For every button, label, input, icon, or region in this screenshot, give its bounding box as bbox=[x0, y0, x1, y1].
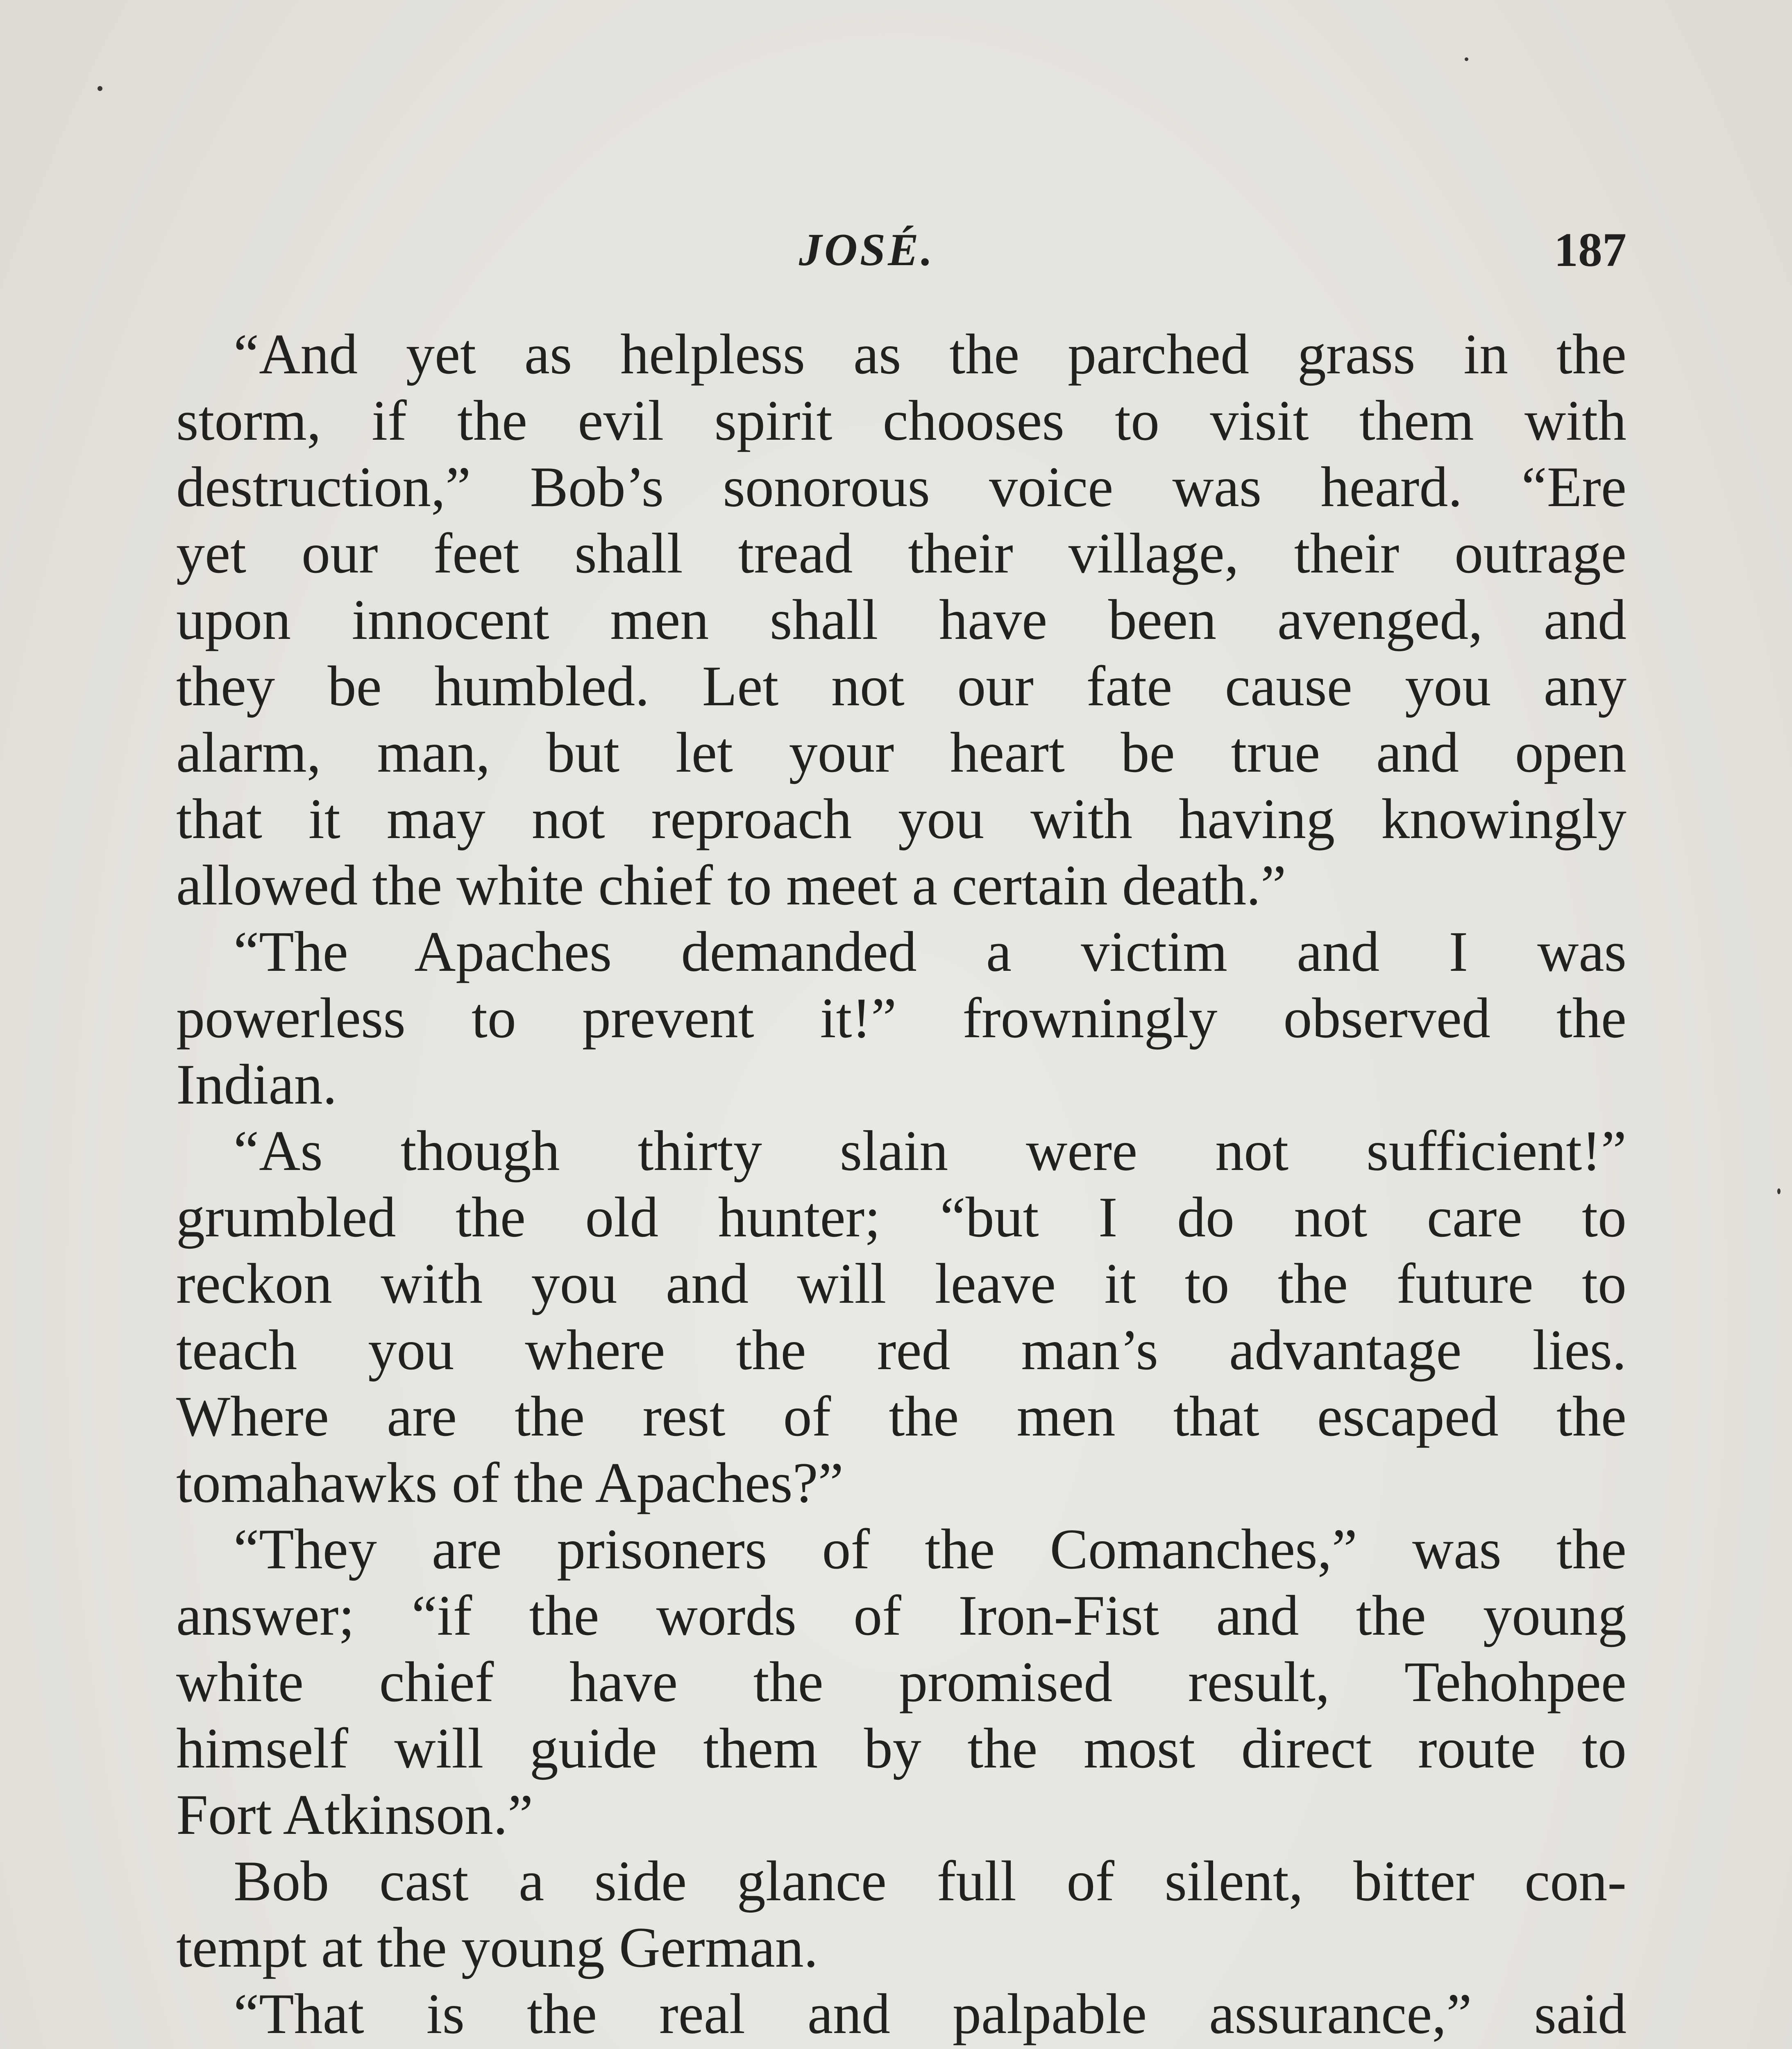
text-line: destruction,” Bob’s sonorous voice was heard. “Ere bbox=[176, 455, 1626, 519]
text-line: storm, if the evil spirit chooses to visit them with bbox=[176, 389, 1626, 452]
text-line: yet our feet shall tread their village, their outrage bbox=[176, 522, 1626, 585]
text-line: reckon with you and will leave it to the future to bbox=[176, 1252, 1626, 1315]
text-line: “And yet as helpless as the parched grass in the bbox=[234, 323, 1626, 386]
text-line bbox=[176, 2047, 1626, 2049]
text-line: himself will guide them by the most direct route to bbox=[176, 1717, 1626, 1780]
text-line: powerless to prevent it!” frowningly observed the bbox=[176, 986, 1626, 1050]
page-number: 187 bbox=[1554, 223, 1626, 277]
text-line: alarm, man, but let your heart be true and open bbox=[176, 721, 1626, 784]
running-title: JOSÉ. bbox=[799, 225, 935, 275]
text-line: teach you where the red man’s advantage lies. bbox=[176, 1318, 1626, 1382]
text-line: allowed the white chief to meet a certain death.” bbox=[176, 854, 1286, 917]
text-line: Where are the rest of the men that escaped the bbox=[176, 1385, 1626, 1448]
body-text bbox=[176, 321, 1626, 2049]
text-line: tempt at the young German. bbox=[176, 1916, 818, 1979]
text-line: they be humbled. Let not our fate cause you any bbox=[176, 654, 1626, 718]
text-line: answer; “if the words of Iron-Fist and the young bbox=[176, 1584, 1626, 1647]
text-line: Indian. bbox=[176, 1053, 337, 1116]
text-line: “The Apaches demanded a victim and I was bbox=[234, 920, 1626, 984]
text-line: Fort Atkinson.” bbox=[176, 1783, 533, 1847]
ink-speck bbox=[98, 86, 102, 91]
text-line: that it may not reproach you with having knowingly bbox=[176, 787, 1626, 851]
text-line: white chief have the promised result, Tehohpee bbox=[176, 1650, 1626, 1714]
text-line: “They are prisoners of the Comanches,” was the bbox=[234, 1517, 1626, 1581]
text-line: Bob cast a side glance full of silent, bitter con- bbox=[234, 1849, 1626, 1913]
text-line: “That is the real and palpable assurance,” said bbox=[234, 1982, 1626, 2046]
text-line: “As though thirty slain were not sufficient!” bbox=[234, 1119, 1626, 1183]
text-line: upon innocent men shall have been avenged, and bbox=[176, 588, 1626, 652]
ink-speck bbox=[1777, 1188, 1781, 1194]
text-line: tomahawks of the Apaches?” bbox=[176, 1451, 844, 1515]
page-header bbox=[176, 213, 1626, 287]
ink-speck bbox=[1465, 57, 1468, 61]
text-line: grumbled the old hunter; “but I do not care to bbox=[176, 1186, 1626, 1249]
